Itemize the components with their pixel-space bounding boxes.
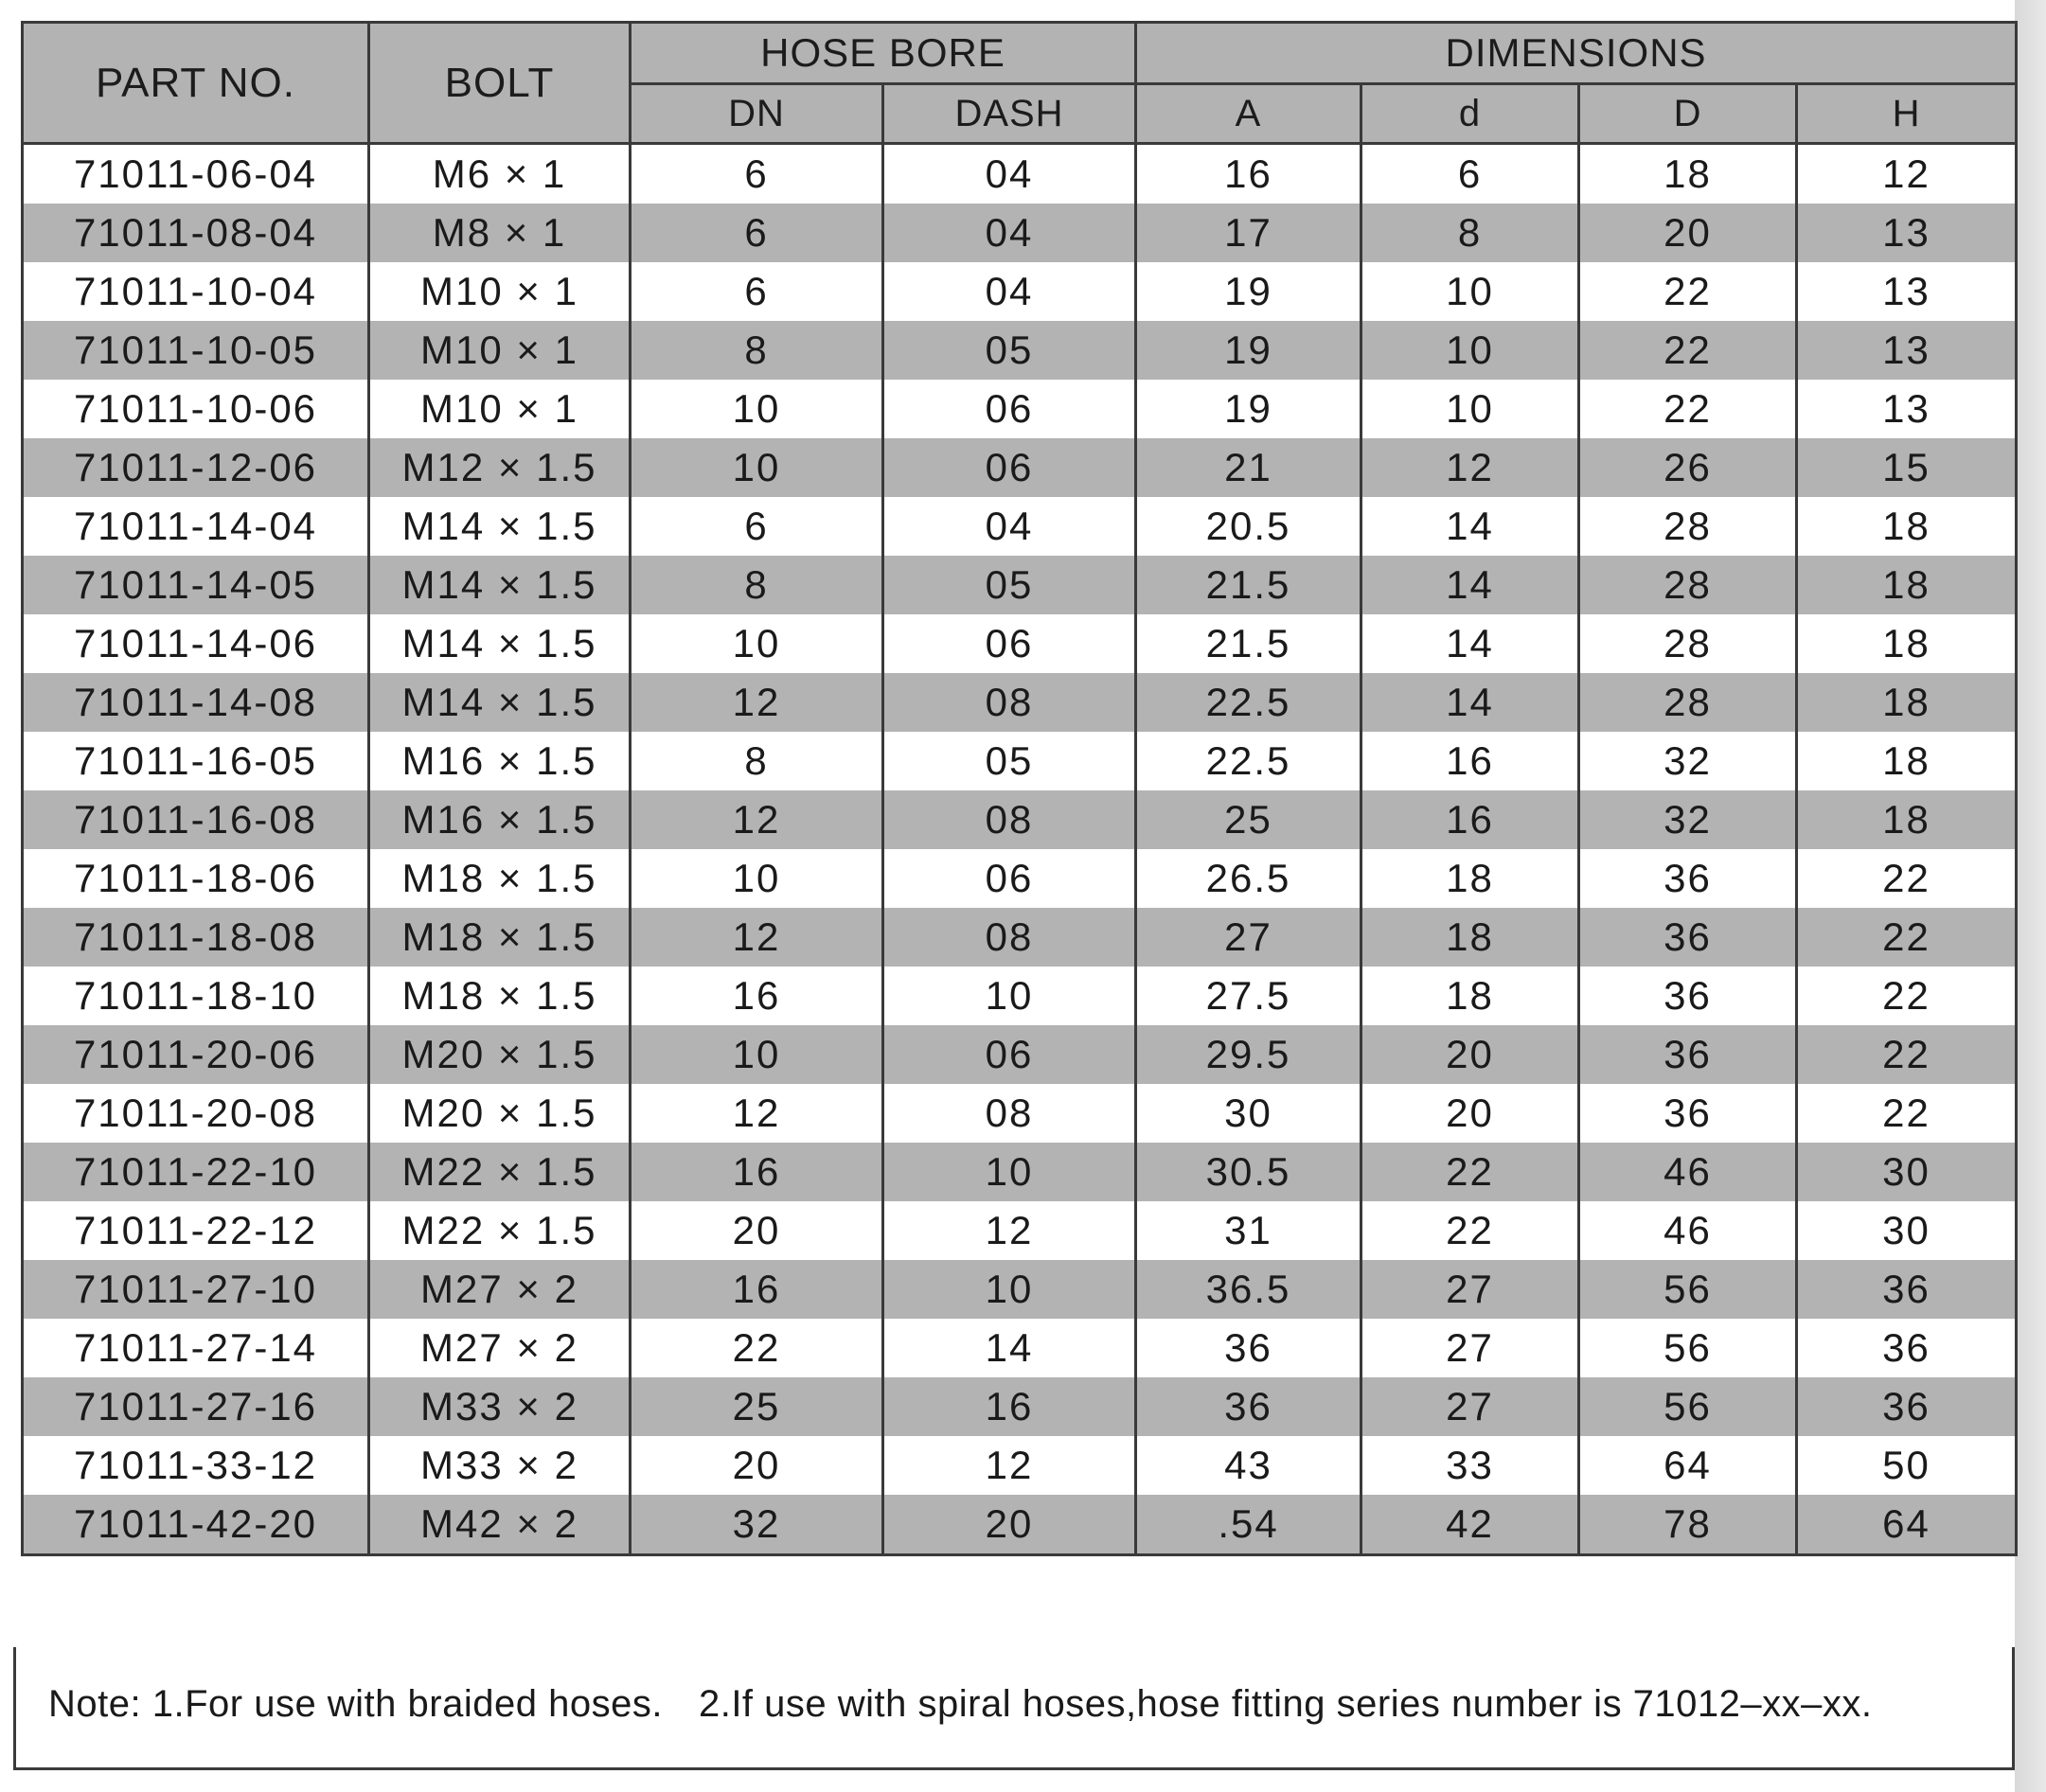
- cell-d-small: 10: [1361, 262, 1579, 321]
- cell-dn: 20: [631, 1201, 883, 1260]
- cell-bolt: M14 × 1.5: [369, 497, 631, 556]
- spec-table: [21, 21, 2018, 1556]
- header-dimensions: DIMENSIONS: [1136, 23, 2017, 84]
- cell-d-small: 22: [1361, 1143, 1579, 1201]
- cell-part-no: 71011-18-08: [23, 908, 369, 967]
- cell-part-no: 71011-22-10: [23, 1143, 369, 1201]
- cell-bolt: M22 × 1.5: [369, 1201, 631, 1260]
- cell-h: 18: [1797, 732, 2017, 790]
- cell-part-no: 71011-18-06: [23, 849, 369, 908]
- cell-a: 36: [1136, 1377, 1361, 1436]
- cell-dn: 6: [631, 204, 883, 262]
- cell-part-no: 71011-08-04: [23, 204, 369, 262]
- header-d-small: d: [1361, 84, 1579, 144]
- cell-h: 22: [1797, 849, 2017, 908]
- cell-dash: 10: [883, 967, 1136, 1025]
- table-row: [23, 144, 2017, 204]
- cell-bolt: M16 × 1.5: [369, 790, 631, 849]
- cell-d-small: 20: [1361, 1025, 1579, 1084]
- cell-d-small: 10: [1361, 380, 1579, 438]
- cell-h: 22: [1797, 967, 2017, 1025]
- cell-part-no: 71011-33-12: [23, 1436, 369, 1495]
- table-row: [23, 438, 2017, 497]
- cell-a: 19: [1136, 321, 1361, 380]
- cell-d-small: 18: [1361, 908, 1579, 967]
- cell-dn: 16: [631, 1143, 883, 1201]
- cell-h: 22: [1797, 908, 2017, 967]
- cell-part-no: 71011-06-04: [23, 144, 369, 204]
- cell-d-large: 32: [1579, 732, 1797, 790]
- header-dn: DN: [631, 84, 883, 144]
- table-row: [23, 321, 2017, 380]
- cell-dn: 6: [631, 262, 883, 321]
- cell-d-small: 22: [1361, 1201, 1579, 1260]
- cell-bolt: M12 × 1.5: [369, 438, 631, 497]
- table-row: [23, 1143, 2017, 1201]
- cell-a: 36: [1136, 1319, 1361, 1377]
- note-box: [13, 1647, 2015, 1770]
- cell-part-no: 71011-10-06: [23, 380, 369, 438]
- cell-part-no: 71011-27-14: [23, 1319, 369, 1377]
- cell-dash: 08: [883, 908, 1136, 967]
- cell-a: 29.5: [1136, 1025, 1361, 1084]
- cell-part-no: 71011-14-05: [23, 556, 369, 614]
- cell-part-no: 71011-10-04: [23, 262, 369, 321]
- cell-d-large: 46: [1579, 1201, 1797, 1260]
- table-row: [23, 673, 2017, 732]
- cell-dash: 05: [883, 556, 1136, 614]
- table-row: [23, 204, 2017, 262]
- cell-d-small: 27: [1361, 1377, 1579, 1436]
- cell-dash: 04: [883, 204, 1136, 262]
- cell-a: 21: [1136, 438, 1361, 497]
- cell-a: 16: [1136, 144, 1361, 204]
- cell-h: 64: [1797, 1495, 2017, 1555]
- cell-d-small: 14: [1361, 556, 1579, 614]
- cell-dash: 12: [883, 1201, 1136, 1260]
- cell-dn: 6: [631, 497, 883, 556]
- cell-h: 30: [1797, 1143, 2017, 1201]
- cell-part-no: 71011-16-08: [23, 790, 369, 849]
- cell-h: 13: [1797, 380, 2017, 438]
- cell-bolt: M20 × 1.5: [369, 1025, 631, 1084]
- cell-dn: 12: [631, 908, 883, 967]
- cell-dash: 04: [883, 262, 1136, 321]
- cell-a: 31: [1136, 1201, 1361, 1260]
- cell-part-no: 71011-20-08: [23, 1084, 369, 1143]
- cell-a: 22.5: [1136, 732, 1361, 790]
- cell-d-large: 26: [1579, 438, 1797, 497]
- table-row: [23, 262, 2017, 321]
- cell-bolt: M27 × 2: [369, 1319, 631, 1377]
- header-h: H: [1797, 84, 2017, 144]
- cell-bolt: M18 × 1.5: [369, 849, 631, 908]
- cell-d-large: 28: [1579, 673, 1797, 732]
- note-text: [48, 1683, 1873, 1726]
- table-body: [23, 144, 2017, 1555]
- cell-dash: 04: [883, 497, 1136, 556]
- table-row: [23, 1377, 2017, 1436]
- cell-part-no: 71011-12-06: [23, 438, 369, 497]
- cell-part-no: 71011-22-12: [23, 1201, 369, 1260]
- table-row: [23, 1201, 2017, 1260]
- cell-part-no: 71011-42-20: [23, 1495, 369, 1555]
- cell-d-large: 36: [1579, 1025, 1797, 1084]
- cell-h: 12: [1797, 144, 2017, 204]
- cell-dn: 12: [631, 1084, 883, 1143]
- header-bolt: BOLT: [369, 23, 631, 144]
- cell-d-small: 6: [1361, 144, 1579, 204]
- cell-dash: 10: [883, 1260, 1136, 1319]
- cell-d-small: 18: [1361, 967, 1579, 1025]
- cell-bolt: M22 × 1.5: [369, 1143, 631, 1201]
- header-dash: DASH: [883, 84, 1136, 144]
- cell-d-large: 46: [1579, 1143, 1797, 1201]
- cell-d-small: 10: [1361, 321, 1579, 380]
- cell-h: 22: [1797, 1025, 2017, 1084]
- cell-dash: 08: [883, 673, 1136, 732]
- cell-a: 43: [1136, 1436, 1361, 1495]
- cell-dash: 05: [883, 321, 1136, 380]
- cell-h: 18: [1797, 556, 2017, 614]
- cell-dn: 16: [631, 967, 883, 1025]
- cell-d-large: 28: [1579, 497, 1797, 556]
- cell-h: 36: [1797, 1377, 2017, 1436]
- cell-d-small: 20: [1361, 1084, 1579, 1143]
- cell-dn: 8: [631, 321, 883, 380]
- cell-dash: 14: [883, 1319, 1136, 1377]
- cell-dn: 16: [631, 1260, 883, 1319]
- cell-dn: 20: [631, 1436, 883, 1495]
- cell-a: 27: [1136, 908, 1361, 967]
- header-hose-bore: HOSE BORE: [631, 23, 1136, 84]
- cell-part-no: 71011-18-10: [23, 967, 369, 1025]
- cell-a: 20.5: [1136, 497, 1361, 556]
- cell-d-large: 20: [1579, 204, 1797, 262]
- cell-bolt: M14 × 1.5: [369, 614, 631, 673]
- table-row: [23, 967, 2017, 1025]
- cell-d-large: 56: [1579, 1377, 1797, 1436]
- cell-d-small: 27: [1361, 1319, 1579, 1377]
- cell-a: 36.5: [1136, 1260, 1361, 1319]
- cell-bolt: M10 × 1: [369, 262, 631, 321]
- cell-dash: 06: [883, 1025, 1136, 1084]
- cell-dn: 12: [631, 673, 883, 732]
- page-edge-shadow: [2015, 0, 2046, 1792]
- table-row: [23, 1319, 2017, 1377]
- cell-d-large: 22: [1579, 380, 1797, 438]
- cell-dash: 06: [883, 380, 1136, 438]
- cell-a: 26.5: [1136, 849, 1361, 908]
- cell-bolt: M18 × 1.5: [369, 967, 631, 1025]
- cell-h: 30: [1797, 1201, 2017, 1260]
- cell-dn: 8: [631, 556, 883, 614]
- cell-d-large: 28: [1579, 556, 1797, 614]
- cell-dn: 10: [631, 380, 883, 438]
- cell-d-small: 12: [1361, 438, 1579, 497]
- cell-bolt: M16 × 1.5: [369, 732, 631, 790]
- cell-dn: 10: [631, 438, 883, 497]
- table-row: [23, 1084, 2017, 1143]
- note-part-2: 2.If use with spiral hoses,hose fitting series number is 71012–xx–xx.: [698, 1683, 1873, 1725]
- cell-d-small: 14: [1361, 614, 1579, 673]
- cell-dash: 10: [883, 1143, 1136, 1201]
- cell-d-small: 33: [1361, 1436, 1579, 1495]
- cell-bolt: M33 × 2: [369, 1436, 631, 1495]
- cell-dash: 08: [883, 1084, 1136, 1143]
- cell-h: 13: [1797, 262, 2017, 321]
- cell-h: 15: [1797, 438, 2017, 497]
- cell-dn: 10: [631, 614, 883, 673]
- cell-d-small: 14: [1361, 673, 1579, 732]
- cell-part-no: 71011-14-06: [23, 614, 369, 673]
- cell-dn: 12: [631, 790, 883, 849]
- cell-d-large: 32: [1579, 790, 1797, 849]
- note-part-1: Note: 1.For use with braided hoses.: [48, 1683, 663, 1725]
- cell-dash: 06: [883, 849, 1136, 908]
- cell-d-large: 18: [1579, 144, 1797, 204]
- cell-part-no: 71011-27-16: [23, 1377, 369, 1436]
- cell-dn: 10: [631, 1025, 883, 1084]
- cell-part-no: 71011-14-04: [23, 497, 369, 556]
- table-row: [23, 614, 2017, 673]
- cell-h: 36: [1797, 1260, 2017, 1319]
- cell-dn: 10: [631, 849, 883, 908]
- cell-h: 22: [1797, 1084, 2017, 1143]
- cell-dn: 6: [631, 144, 883, 204]
- cell-h: 13: [1797, 204, 2017, 262]
- cell-d-small: 8: [1361, 204, 1579, 262]
- cell-h: 18: [1797, 790, 2017, 849]
- cell-part-no: 71011-20-06: [23, 1025, 369, 1084]
- cell-dash: 12: [883, 1436, 1136, 1495]
- cell-d-large: 56: [1579, 1260, 1797, 1319]
- cell-d-large: 56: [1579, 1319, 1797, 1377]
- cell-d-small: 18: [1361, 849, 1579, 908]
- cell-a: 30: [1136, 1084, 1361, 1143]
- cell-dash: 06: [883, 438, 1136, 497]
- cell-h: 18: [1797, 673, 2017, 732]
- cell-bolt: M14 × 1.5: [369, 556, 631, 614]
- table-row: [23, 1025, 2017, 1084]
- cell-a: 17: [1136, 204, 1361, 262]
- cell-h: 50: [1797, 1436, 2017, 1495]
- cell-a: 19: [1136, 262, 1361, 321]
- table-row: [23, 380, 2017, 438]
- cell-dn: 8: [631, 732, 883, 790]
- cell-bolt: M33 × 2: [369, 1377, 631, 1436]
- header-a: A: [1136, 84, 1361, 144]
- cell-bolt: M27 × 2: [369, 1260, 631, 1319]
- cell-a: .54: [1136, 1495, 1361, 1555]
- cell-a: 27.5: [1136, 967, 1361, 1025]
- cell-dash: 04: [883, 144, 1136, 204]
- cell-h: 18: [1797, 614, 2017, 673]
- cell-a: 25: [1136, 790, 1361, 849]
- table-row: [23, 908, 2017, 967]
- cell-part-no: 71011-10-05: [23, 321, 369, 380]
- cell-d-large: 78: [1579, 1495, 1797, 1555]
- cell-d-large: 36: [1579, 1084, 1797, 1143]
- cell-d-small: 14: [1361, 497, 1579, 556]
- cell-dash: 06: [883, 614, 1136, 673]
- table-row: [23, 497, 2017, 556]
- cell-bolt: M20 × 1.5: [369, 1084, 631, 1143]
- cell-d-small: 16: [1361, 732, 1579, 790]
- cell-a: 21.5: [1136, 614, 1361, 673]
- table-row: [23, 1436, 2017, 1495]
- cell-d-small: 16: [1361, 790, 1579, 849]
- cell-d-large: 28: [1579, 614, 1797, 673]
- header-part-no: PART NO.: [23, 23, 369, 144]
- cell-dash: 05: [883, 732, 1136, 790]
- cell-bolt: M42 × 2: [369, 1495, 631, 1555]
- cell-a: 30.5: [1136, 1143, 1361, 1201]
- cell-bolt: M6 × 1: [369, 144, 631, 204]
- cell-bolt: M14 × 1.5: [369, 673, 631, 732]
- cell-d-large: 36: [1579, 849, 1797, 908]
- cell-part-no: 71011-27-10: [23, 1260, 369, 1319]
- table-row: [23, 849, 2017, 908]
- cell-dn: 25: [631, 1377, 883, 1436]
- cell-d-large: 64: [1579, 1436, 1797, 1495]
- table-row: [23, 732, 2017, 790]
- cell-h: 18: [1797, 497, 2017, 556]
- cell-d-large: 36: [1579, 967, 1797, 1025]
- cell-a: 21.5: [1136, 556, 1361, 614]
- cell-bolt: M10 × 1: [369, 380, 631, 438]
- cell-dash: 20: [883, 1495, 1136, 1555]
- cell-dash: 16: [883, 1377, 1136, 1436]
- cell-h: 13: [1797, 321, 2017, 380]
- cell-part-no: 71011-16-05: [23, 732, 369, 790]
- table-row: [23, 1260, 2017, 1319]
- table-row: [23, 1495, 2017, 1555]
- table-row: [23, 556, 2017, 614]
- cell-a: 19: [1136, 380, 1361, 438]
- cell-a: 22.5: [1136, 673, 1361, 732]
- table-row: [23, 790, 2017, 849]
- cell-bolt: M18 × 1.5: [369, 908, 631, 967]
- cell-h: 36: [1797, 1319, 2017, 1377]
- cell-d-small: 27: [1361, 1260, 1579, 1319]
- cell-d-large: 22: [1579, 321, 1797, 380]
- table-header: [23, 23, 2017, 144]
- cell-d-large: 36: [1579, 908, 1797, 967]
- cell-dash: 08: [883, 790, 1136, 849]
- cell-d-large: 22: [1579, 262, 1797, 321]
- cell-dn: 32: [631, 1495, 883, 1555]
- cell-bolt: M10 × 1: [369, 321, 631, 380]
- header-d-large: D: [1579, 84, 1797, 144]
- cell-part-no: 71011-14-08: [23, 673, 369, 732]
- cell-bolt: M8 × 1: [369, 204, 631, 262]
- cell-dn: 22: [631, 1319, 883, 1377]
- cell-d-small: 42: [1361, 1495, 1579, 1555]
